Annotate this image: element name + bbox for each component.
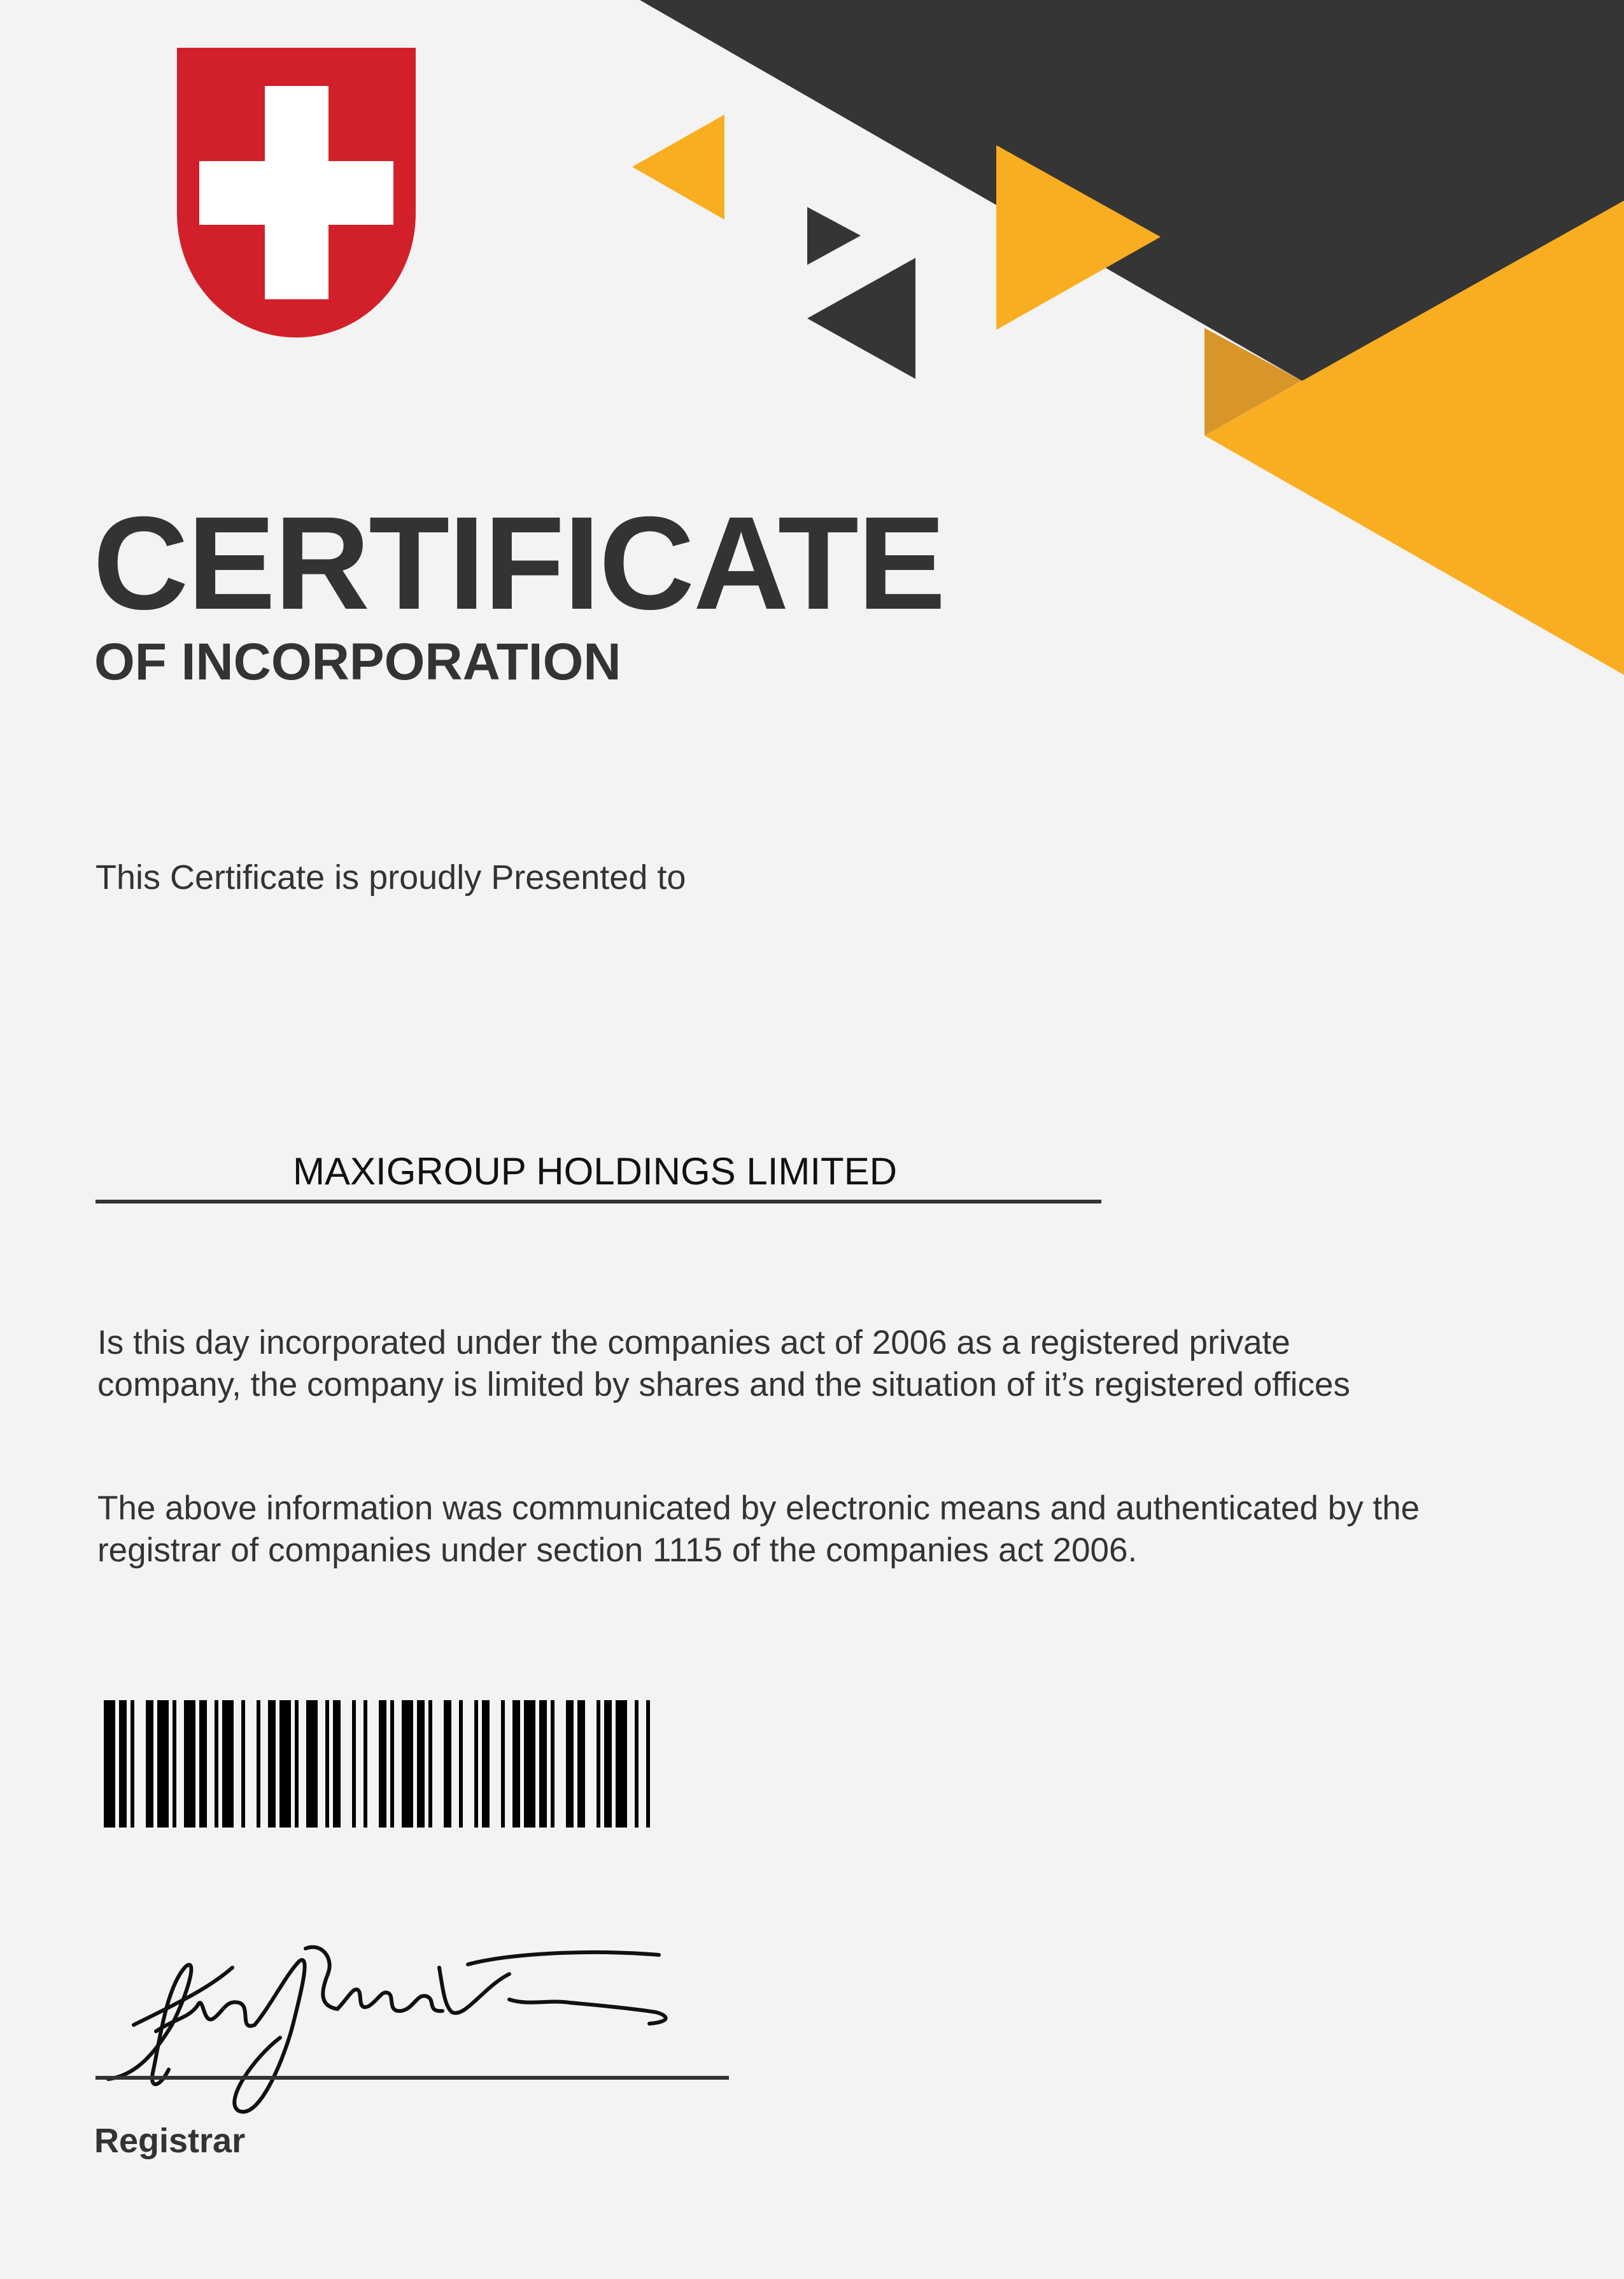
barcode-bar: [257, 1700, 260, 1828]
dark-medium-triangle: [807, 258, 915, 379]
barcode-bar: [577, 1700, 585, 1828]
dark-small-triangle: [807, 207, 861, 265]
barcode-bar: [173, 1700, 176, 1828]
barcode-bar: [551, 1700, 554, 1828]
barcode-bar: [333, 1700, 341, 1828]
barcode-bar: [566, 1700, 574, 1828]
barcode-bar: [199, 1700, 207, 1828]
barcode-bar: [539, 1700, 547, 1828]
barcode-bar: [597, 1700, 600, 1828]
barcode-bar: [364, 1700, 367, 1828]
authentication-statement: The above information was communicated by electronic means and authenticated by the registrar of companies under section 1115 of the companies act 2006.: [97, 1489, 1420, 1569]
barcode-bar: [295, 1700, 299, 1828]
barcode-bar: [501, 1700, 505, 1828]
barcode-bar: [268, 1700, 276, 1828]
barcode-bar: [616, 1700, 627, 1828]
presented-to-text: This Certificate is proudly Presented to: [95, 858, 686, 897]
barcode-bar: [428, 1700, 432, 1828]
barcode-icon: [104, 1700, 896, 1828]
barcode-bar: [146, 1700, 153, 1828]
handwritten-signature: [95, 1929, 726, 2120]
signature-line: [95, 2076, 729, 2080]
barcode-bar: [390, 1700, 394, 1828]
registrar-label: Registrar: [94, 2122, 246, 2160]
barcode-bar: [474, 1700, 478, 1828]
barcode-bar: [512, 1700, 520, 1828]
yellow-small-triangle: [632, 115, 724, 220]
barcode-bar: [241, 1700, 245, 1828]
certificate-subtitle: OF INCORPORATION: [94, 633, 621, 691]
barcode-bar: [104, 1700, 115, 1828]
barcode-bar: [524, 1700, 535, 1828]
barcode-bar: [379, 1700, 386, 1828]
barcode-bar: [402, 1700, 413, 1828]
barcode-bar: [222, 1700, 234, 1828]
barcode-bar: [635, 1700, 639, 1828]
barcode-bar: [352, 1700, 356, 1828]
certificate-title: CERTIFICATE: [93, 490, 945, 637]
barcode-bar: [459, 1700, 463, 1828]
swiss-cross-shield-icon: [177, 48, 416, 337]
recipient-field: [95, 1140, 1101, 1203]
company-name: MAXIGROUP HOLDINGS LIMITED: [293, 1150, 898, 1193]
barcode-bar: [215, 1700, 218, 1828]
barcode-bar: [157, 1700, 169, 1828]
barcode-bar: [306, 1700, 318, 1828]
barcode-bar: [604, 1700, 612, 1828]
barcode-bar: [646, 1700, 650, 1828]
barcode-bar: [131, 1700, 134, 1828]
barcode-bar: [325, 1700, 329, 1828]
barcode-bar: [119, 1700, 127, 1828]
barcode-bar: [417, 1700, 425, 1828]
barcode-bar: [184, 1700, 195, 1828]
barcode-bar: [482, 1700, 490, 1828]
barcode-bar: [279, 1700, 291, 1828]
barcode-bar: [444, 1700, 451, 1828]
incorporation-statement: Is this day incorporated under the companies act of 2006 as a registered private company, the company is limited by shares and the situation of it’s registered offices: [97, 1324, 1350, 1403]
